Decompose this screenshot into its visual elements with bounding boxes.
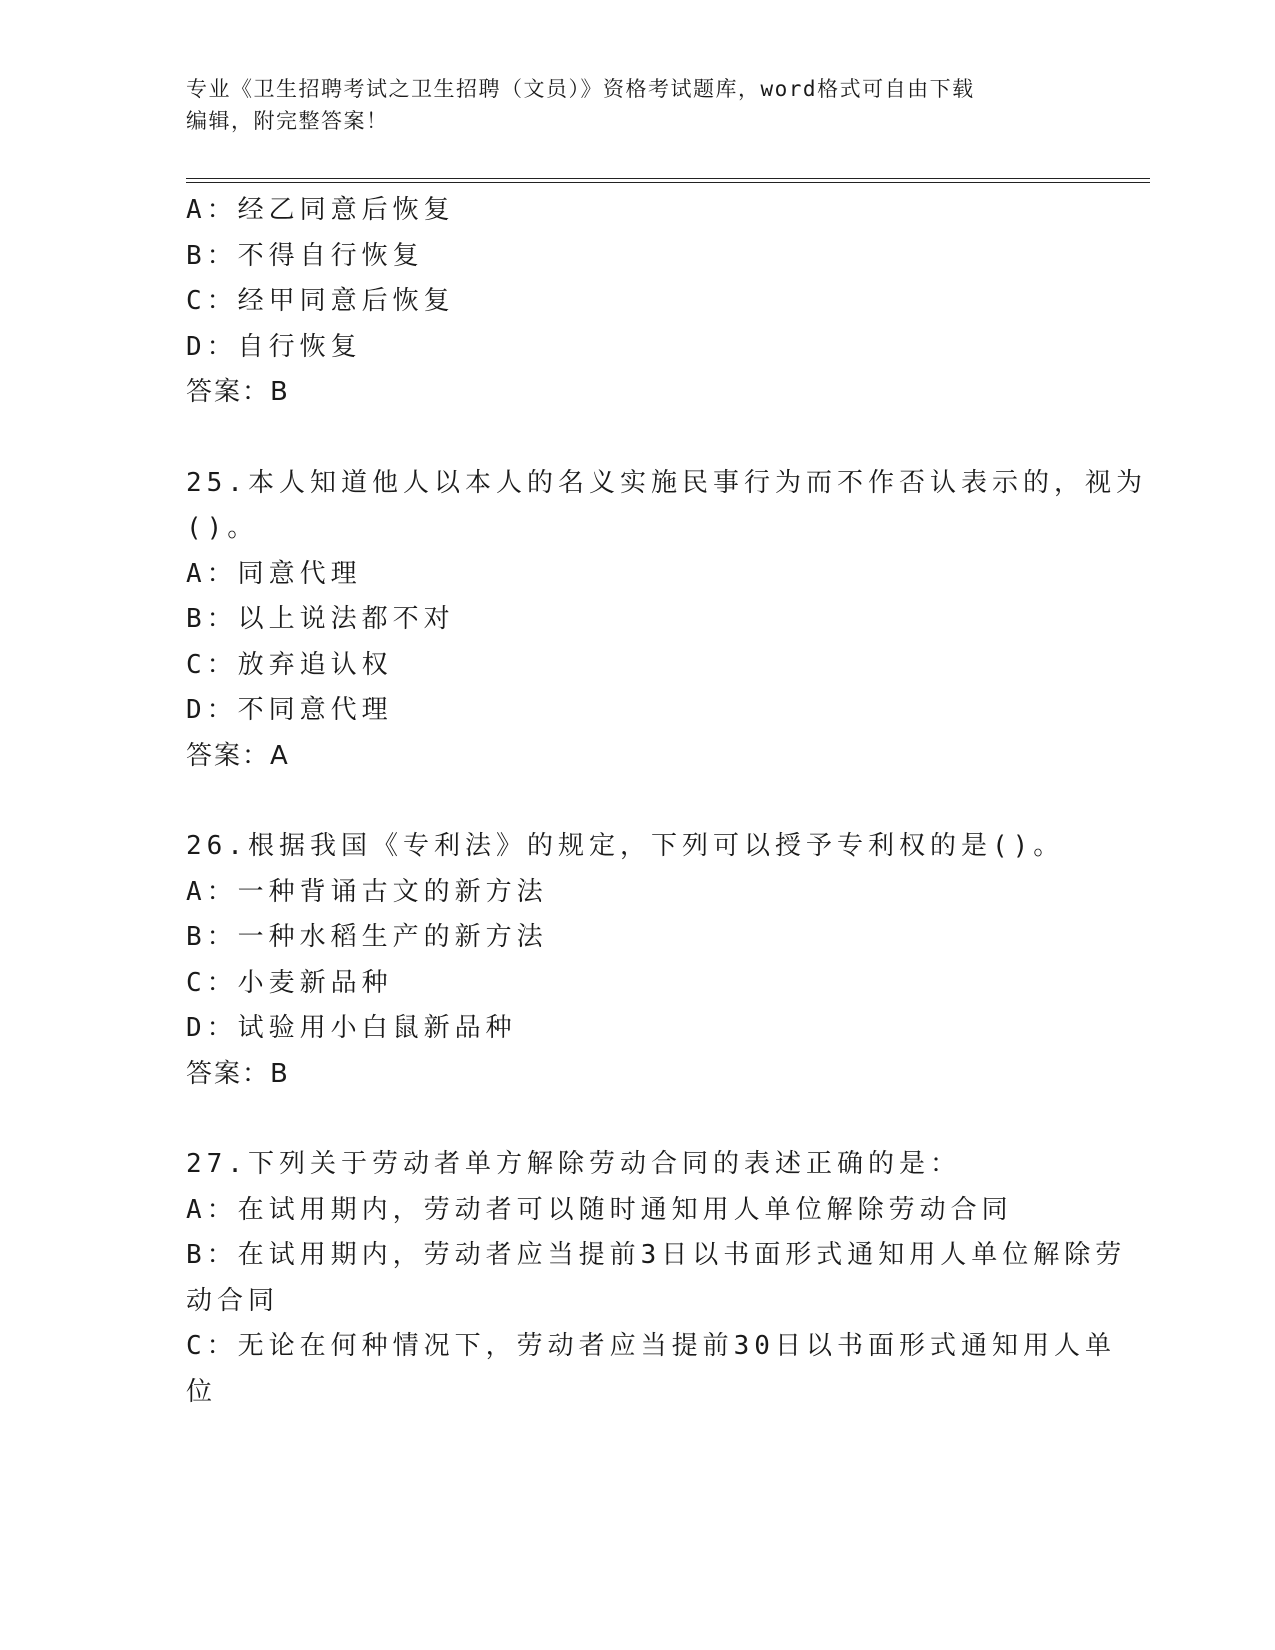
question-27 [186,1142,1127,1415]
q27-option-b-line-2: 动合同 [186,1285,280,1316]
question-26 [186,824,1086,1097]
q25-option-a: A：同意代理 [186,558,362,589]
q26-option-c: C：小麦新品种 [186,967,393,998]
header-rule-bottom [186,182,1150,183]
header-line-2: 编辑，附完整答案！ [186,109,389,133]
q25-answer: 答案：A [186,740,290,771]
q25-option-d: D：不同意代理 [186,695,393,725]
q27-option-a: A：在试用期内，劳动者可以随时通知用人单位解除劳动合同 [186,1194,1013,1225]
q24-answer: 答案：B [186,377,290,407]
q27-option-b-line-1: B：在试用期内，劳动者应当提前3日以书面形式通知用人单位解除劳 [186,1240,1127,1270]
q27-option-c-line-1: C：无论在何种情况下，劳动者应当提前30日以书面形式通知用人单 [186,1331,1116,1361]
q27-stem: 27.下列关于劳动者单方解除劳动合同的表述正确的是： [186,1149,961,1179]
q24-option-b: B：不得自行恢复 [186,240,424,271]
q25-option-c: C：放弃追认权 [186,649,393,680]
q25-stem-line-1: 25.本人知道他人以本人的名义实施民事行为而不作否认表示的，视为 [186,467,1147,498]
question-25 [186,461,1147,780]
question-content [186,188,1147,1415]
question-24-remainder [186,188,1086,416]
q24-option-d: D：自行恢复 [186,331,362,362]
q26-answer: 答案：B [186,1058,290,1089]
q26-option-a: A：一种背诵古文的新方法 [186,876,548,907]
page-header [186,73,1086,137]
q24-option-c: C：经甲同意后恢复 [186,286,455,316]
q26-stem: 26.根据我国《专利法》的规定，下列可以授予专利权的是()。 [186,831,1065,861]
q26-option-d: D：试验用小白鼠新品种 [186,1013,517,1043]
q25-option-b: B：以上说法都不对 [186,604,455,634]
q25-stem-line-2: ()。 [186,513,259,543]
q24-option-a: A：经乙同意后恢复 [186,195,455,225]
header-rule-top [186,178,1150,179]
q27-option-c-line-2: 位 [186,1376,218,1407]
q26-option-b: B：一种水稻生产的新方法 [186,922,548,952]
header-line-1: 专业《卫生招聘考试之卫生招聘（文员）》资格考试题库，word格式可自由下载 [186,77,975,101]
